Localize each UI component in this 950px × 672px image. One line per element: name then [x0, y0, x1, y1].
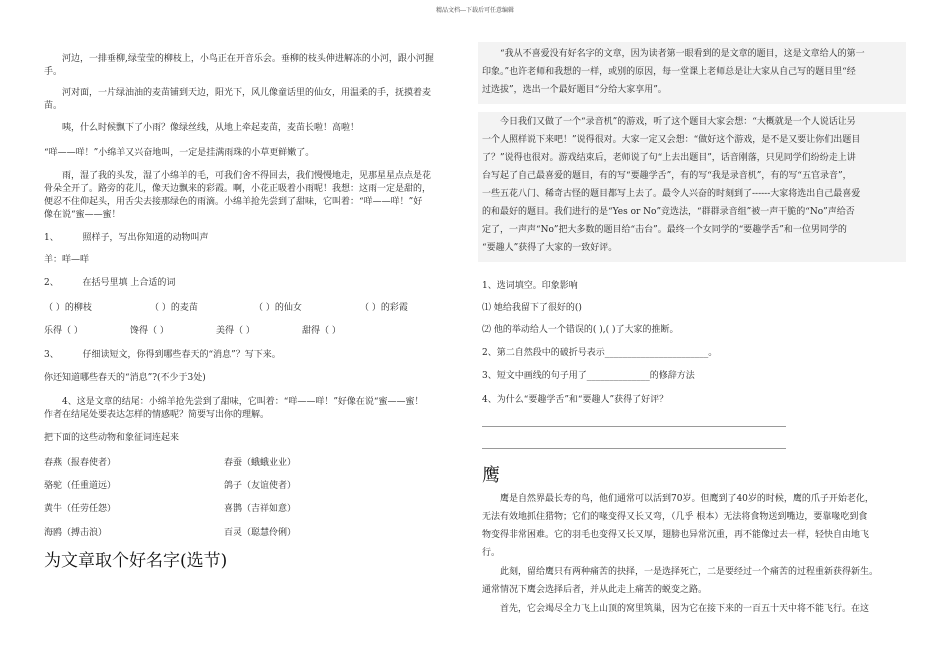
- paragraph-line: 像在说“蜜——蜜！: [44, 210, 121, 220]
- question-4: 4、为什么“要趣学舌”和“要趣人”获得了好评？: [482, 395, 669, 405]
- fill-blank: 甜得（ ）: [302, 326, 341, 336]
- question-2: 2、第二自然段中的破折号表示_______________________。: [482, 348, 718, 358]
- paragraph-line: 一个人照样说下来吧！”说得很对。大家一定又会想：“做好这个游戏，是不是又要让你们出题目: [482, 135, 861, 145]
- question-number: 1、: [44, 233, 59, 243]
- question-4: 4、这是文章的结尾：小绵羊抢先尝到了甜味，它叫着：“咩——咩！”好像在说“蜜——蜜！: [62, 397, 424, 407]
- question-5: 把下面的这些动物和象征词连起来: [44, 433, 180, 443]
- question-text: 照样子，写出你知道的动物叫声: [82, 233, 209, 243]
- fill-blank: 乐得（ ）: [44, 326, 83, 336]
- paragraph-line: 印象。”也许老师和我想的一样，或别的原因，每一堂课上老师总是让大家从自己写的题目里“经: [482, 67, 856, 77]
- fill-blank: 馋得（ ）: [130, 326, 169, 336]
- paragraph-line: 手。: [44, 67, 63, 77]
- paragraph-line: 首先，它会竭尽全力飞上山顶的窝里筑巢，因为它在接下来的一百五十天中将不能飞行。在这: [500, 604, 870, 614]
- paragraph-line: 的和最好的题目。我们进行的是“Yes or No”竞选法，“群群录音组”被一声干脆的“No”声给否: [482, 207, 855, 217]
- paragraph-line: “我从不喜爱没有好名字的文章，因为读者第一眼看到的是文章的题目，这是文章给人的第一: [500, 49, 865, 59]
- fill-blank: （ ）的麦苗: [150, 303, 198, 313]
- article-title: 鹰: [482, 465, 500, 486]
- question-3: 3、短文中画线的句子用了______________的修辞方法: [482, 371, 695, 381]
- fill-blank: （ ）的柳枝: [44, 303, 92, 313]
- example-line: 羊：咩—咩: [44, 255, 90, 265]
- paragraph-line: 了？”说得也很对。游戏结束后，老师说了句“上去出题目”，话音刚落，只见同学们纷纷走上讲: [482, 153, 856, 163]
- fill-blank: 美得（ ）: [216, 326, 255, 336]
- question-number: 2、: [44, 278, 59, 288]
- paragraph-line: 物变得非常困难。它的羽毛也变得又长又厚，翅膀也异常沉重，再不能像过去一样，轻快自由地飞: [482, 530, 870, 540]
- answer-line: [482, 426, 786, 427]
- question-number: 3、: [44, 350, 59, 360]
- animal-right: 百灵（聪慧伶俐）: [224, 528, 297, 538]
- answer-line: [482, 448, 786, 449]
- paragraph-line: 今日我们又做了一个“录音机”的游戏，听了这个题目大家会想：“大概就是一个人说话让另: [500, 117, 856, 127]
- paragraph-line: 一些五花八门、稀奇古怪的题目都写上去了。最令人兴奋的时刻到了------大家将选出自己最喜爱: [482, 189, 861, 199]
- paragraph-line: 过选拔”，选出一个最好题目“分给大家享用”。: [482, 85, 667, 95]
- paragraph-line: 骨朵全开了。路旁的花儿，像天边飘来的彩霞。啊，小花正吸着小雨呢！我想：这雨一定是甜的，: [44, 184, 432, 194]
- question-1: [44, 232, 209, 245]
- section-title: 为文章取个好名字(选节): [44, 551, 228, 571]
- question-text: 仔细读短文，你得到哪些春天的“消息”？写下来。: [82, 350, 281, 360]
- page-header: 精品文档---下载后可任意编辑: [435, 7, 515, 14]
- paragraph-line: 行。: [482, 548, 501, 558]
- question-3b: 你还知道哪些春天的“消息”?(不少于3处): [44, 373, 206, 383]
- paragraph-line: 无法有效地抓住猎物；它们的喙变得又长又弯，（几乎 根本）无法将食物送到嘴边，要靠喙吃到食: [482, 512, 868, 522]
- question-text: 在括号里填 上合适的词: [82, 278, 176, 288]
- paragraph-line: 河边，一排垂柳,绿莹莹的柳枝上，小鸟正在开音乐会。垂柳的枝头伸进解冻的小河，跟小河握: [62, 54, 434, 64]
- paragraph-line: 台写起了自己最喜爱的题目，有的写“要趣学舌”，有的写“我是录音机”，有的写“五官录音”，: [482, 171, 852, 181]
- paragraph-line: 定了，一声声“No”把大多数的题目给“击台”。最终一个女同学的“要趣学舌”和一位男同学的: [482, 225, 847, 235]
- paragraph-line: 雨，湿了我的头发，湿了小绵羊的毛，可我们舍不得回去，我们慢慢地走，见那星星点点是花: [62, 171, 432, 181]
- animal-right: 鸽子（友谊使者）: [224, 481, 297, 491]
- fill-blank: （ ）的仙女: [254, 303, 302, 313]
- question-1: 1、选词填空。印象影响: [482, 281, 578, 291]
- paragraph-line: 鹰是自然界最长寿的鸟，他们通常可以活到70岁。但鹰到了40岁的时候，鹰的爪子开始老化，: [500, 494, 874, 504]
- question-2: [44, 277, 175, 290]
- paragraph-line: “要趣人”获得了大家的一致好评。: [482, 243, 618, 253]
- question-1b: ⑵ 他的举动给人一个错误的( ),( )了大家的推断。: [482, 325, 679, 335]
- paragraph-line: 此刻，留给鹰只有两种痛苦的抉择，一是选择死亡，二是要经过一个痛苦的过程重新获得新生。: [500, 567, 879, 577]
- paragraph-line: 通常情况下鹰会选择后者，并从此走上痛苦的蜕变之路。: [482, 585, 708, 595]
- question-3: [44, 349, 281, 362]
- fill-blank: （ ）的彩霞: [360, 303, 408, 313]
- animal-left: 黄牛（任劳任怨）: [44, 504, 117, 514]
- question-4-line2: 作者在结尾处要表达怎样的情感呢？简要写出你的理解。: [44, 410, 270, 420]
- animal-left: 春燕（报春使者）: [44, 458, 117, 468]
- animal-left: 海鸥（搏击浪）: [44, 528, 108, 538]
- animal-left: 骆驼（任重道远）: [44, 481, 117, 491]
- paragraph-line: 咦，什么时候飘下了小雨？像绿丝线，从地上牵起麦苗，麦苗长啦！高啦！: [62, 123, 360, 133]
- animal-right: 春蚕（蛾蛾业业）: [224, 458, 297, 468]
- animal-right: 喜鹊（吉祥如意）: [224, 504, 297, 514]
- paragraph-line: 河对面，一片绿油油的麦苗铺到天边，阳光下，风儿像童话里的仙女，用温柔的手，抚摸着麦: [62, 88, 432, 98]
- paragraph-line: “咩——咩！”小绵羊又兴奋地叫，一定是挂满雨珠的小草更鲜嫩了。: [44, 148, 315, 158]
- paragraph-line: 便忍不住仰起头，用舌尖去接那绿色的雨滴。小绵羊抢先尝到了甜味，它叫着：“咩——咩！”好: [44, 197, 423, 207]
- question-1a: ⑴ 她给我留下了很好的(): [482, 303, 582, 313]
- paragraph-line: 苗。: [44, 101, 63, 111]
